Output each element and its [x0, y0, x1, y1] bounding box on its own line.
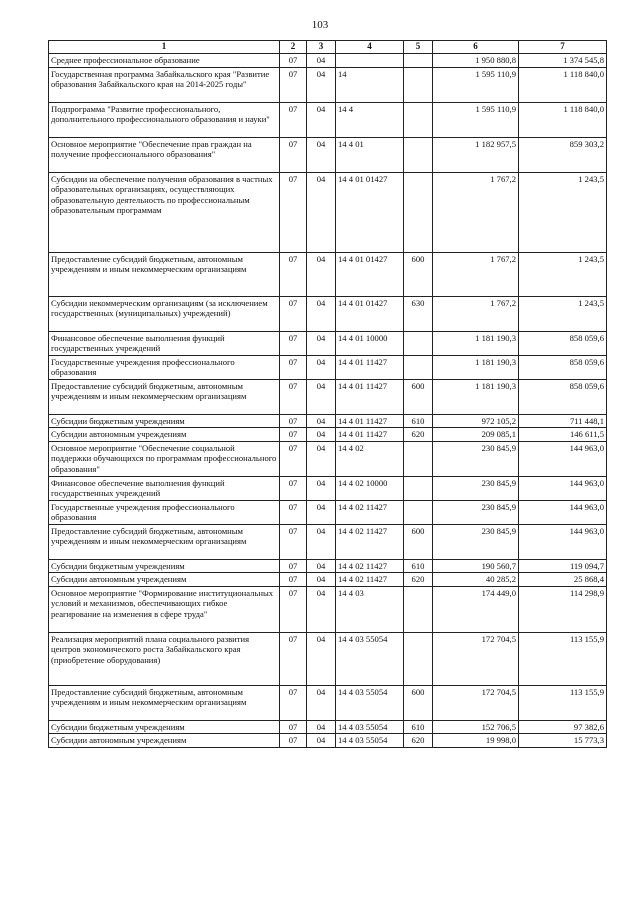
table-row	[49, 720, 607, 734]
expense-type-cell	[404, 54, 433, 68]
subsection-cell: 04	[307, 428, 336, 442]
expense-type-cell: 600	[404, 379, 433, 414]
table-row	[49, 102, 607, 137]
chapter-cell: 07	[280, 172, 307, 252]
chapter-cell: 07	[280, 414, 307, 428]
amount-2020-cell: 1 595 110,9	[433, 67, 519, 102]
expense-type-cell: 610	[404, 559, 433, 573]
row-name-cell: Предоставление субсидий бюджетным, автономным учреждениям и иным некоммерческим организациям	[49, 252, 280, 296]
target-article-cell: 14 4 01 01427	[336, 296, 404, 331]
chapter-cell: 07	[280, 720, 307, 734]
row-name-cell: Основное мероприятие "Обеспечение социальной поддержки обучающихся по программам профессионального образования"	[49, 441, 280, 476]
subsection-cell: 04	[307, 379, 336, 414]
chapter-cell: 07	[280, 379, 307, 414]
table-row	[49, 573, 607, 587]
row-name-cell: Субсидии автономным учреждениям	[49, 734, 280, 748]
amount-2020-cell: 209 085,1	[433, 428, 519, 442]
amount-2021-cell: 1 243,5	[519, 296, 607, 331]
subsection-cell: 04	[307, 172, 336, 252]
target-article-cell: 14 4	[336, 102, 404, 137]
expense-type-cell	[404, 500, 433, 524]
row-name-cell: Основное мероприятие "Формирование институциональных условий и механизмов, обеспечивающих гибкое реагирование на изменения в сфере труда"	[49, 586, 280, 632]
amount-2021-cell: 1 118 840,0	[519, 67, 607, 102]
target-article-cell: 14 4 03 55054	[336, 734, 404, 748]
amount-2021-cell: 144 963,0	[519, 476, 607, 500]
amount-2020-cell: 230 845,9	[433, 476, 519, 500]
amount-2021-cell: 144 963,0	[519, 441, 607, 476]
amount-2020-cell: 190 560,7	[433, 559, 519, 573]
amount-2021-cell: 1 118 840,0	[519, 102, 607, 137]
amount-2021-cell: 113 155,9	[519, 632, 607, 685]
amount-2020-cell: 172 704,5	[433, 685, 519, 720]
row-name-cell: Финансовое обеспечение выполнения функций государственных учреждений	[49, 476, 280, 500]
target-article-cell: 14 4 02	[336, 441, 404, 476]
expense-type-cell: 630	[404, 296, 433, 331]
target-article-cell: 14 4 02 11427	[336, 559, 404, 573]
chapter-cell: 07	[280, 573, 307, 587]
chapter-cell: 07	[280, 137, 307, 172]
target-article-cell: 14 4 03 55054	[336, 720, 404, 734]
target-article-cell: 14 4 01 11427	[336, 428, 404, 442]
subsection-cell: 04	[307, 355, 336, 379]
column-header: 1	[49, 41, 280, 54]
amount-2021-cell: 711 448,1	[519, 414, 607, 428]
row-name-cell: Субсидии на обеспечение получения образования в частных образовательных организациях, осуществляющих образовательную деятельность по профессиональным образовательным программам	[49, 172, 280, 252]
subsection-cell: 04	[307, 500, 336, 524]
target-article-cell: 14	[336, 67, 404, 102]
subsection-cell: 04	[307, 734, 336, 748]
table-row	[49, 252, 607, 296]
amount-2021-cell: 144 963,0	[519, 500, 607, 524]
table-row	[49, 559, 607, 573]
table-row	[49, 379, 607, 414]
table-row	[49, 476, 607, 500]
table-row	[49, 355, 607, 379]
row-name-cell: Предоставление субсидий бюджетным, автономным учреждениям и иным некоммерческим организациям	[49, 379, 280, 414]
amount-2021-cell: 144 963,0	[519, 524, 607, 559]
amount-2020-cell: 972 105,2	[433, 414, 519, 428]
amount-2021-cell: 858 059,6	[519, 331, 607, 355]
expense-type-cell	[404, 67, 433, 102]
column-header: 7	[519, 41, 607, 54]
amount-2020-cell: 1 767,2	[433, 252, 519, 296]
amount-2020-cell: 152 706,5	[433, 720, 519, 734]
row-name-cell: Государственные учреждения профессионального образования	[49, 500, 280, 524]
target-article-cell: 14 4 01 11427	[336, 355, 404, 379]
amount-2020-cell: 1 182 957,5	[433, 137, 519, 172]
chapter-cell: 07	[280, 102, 307, 137]
chapter-cell: 07	[280, 296, 307, 331]
expense-type-cell	[404, 632, 433, 685]
column-header: 2	[280, 41, 307, 54]
row-name-cell: Субсидии автономным учреждениям	[49, 428, 280, 442]
table-row	[49, 500, 607, 524]
target-article-cell: 14 4 01 11427	[336, 414, 404, 428]
subsection-cell: 04	[307, 720, 336, 734]
target-article-cell: 14 4 03	[336, 586, 404, 632]
subsection-cell: 04	[307, 685, 336, 720]
amount-2020-cell: 1 181 190,3	[433, 355, 519, 379]
subsection-cell: 04	[307, 296, 336, 331]
expense-type-cell	[404, 137, 433, 172]
row-name-cell: Реализация мероприятий плана социального развития центров экономического роста Забайкальского края (приобретение оборудования)	[49, 632, 280, 685]
column-header: 4	[336, 41, 404, 54]
table-row	[49, 137, 607, 172]
row-name-cell: Субсидии бюджетным учреждениям	[49, 720, 280, 734]
target-article-cell: 14 4 01 01427	[336, 252, 404, 296]
target-article-cell: 14 4 01 11427	[336, 379, 404, 414]
chapter-cell: 07	[280, 252, 307, 296]
target-article-cell: 14 4 01 10000	[336, 331, 404, 355]
amount-2020-cell: 1 767,2	[433, 172, 519, 252]
target-article-cell: 14 4 03 55054	[336, 685, 404, 720]
amount-2021-cell: 146 611,5	[519, 428, 607, 442]
amount-2021-cell: 1 374 545,8	[519, 54, 607, 68]
table-row	[49, 172, 607, 252]
expense-type-cell: 620	[404, 734, 433, 748]
amount-2020-cell: 1 181 190,3	[433, 379, 519, 414]
expense-type-cell: 600	[404, 252, 433, 296]
chapter-cell: 07	[280, 734, 307, 748]
subsection-cell: 04	[307, 441, 336, 476]
amount-2021-cell: 859 303,2	[519, 137, 607, 172]
chapter-cell: 07	[280, 685, 307, 720]
target-article-cell	[336, 54, 404, 68]
budget-table	[48, 40, 607, 748]
chapter-cell: 07	[280, 559, 307, 573]
table-row	[49, 414, 607, 428]
expense-type-cell	[404, 331, 433, 355]
subsection-cell: 04	[307, 559, 336, 573]
subsection-cell: 04	[307, 476, 336, 500]
amount-2021-cell: 119 094,7	[519, 559, 607, 573]
amount-2020-cell: 230 845,9	[433, 500, 519, 524]
chapter-cell: 07	[280, 67, 307, 102]
table-row	[49, 428, 607, 442]
chapter-cell: 07	[280, 441, 307, 476]
expense-type-cell: 620	[404, 428, 433, 442]
expense-type-cell: 600	[404, 524, 433, 559]
chapter-cell: 07	[280, 355, 307, 379]
table-row	[49, 296, 607, 331]
row-name-cell: Предоставление субсидий бюджетным, автономным учреждениям и иным некоммерческим организациям	[49, 685, 280, 720]
subsection-cell: 04	[307, 137, 336, 172]
table-row	[49, 441, 607, 476]
subsection-cell: 04	[307, 54, 336, 68]
expense-type-cell: 620	[404, 573, 433, 587]
row-name-cell: Подпрограмма "Развитие профессионального, дополнительного профессионального образования и науки"	[49, 102, 280, 137]
amount-2021-cell: 114 298,9	[519, 586, 607, 632]
amount-2020-cell: 1 950 880,8	[433, 54, 519, 68]
table-body	[49, 54, 607, 748]
column-header: 6	[433, 41, 519, 54]
subsection-cell: 04	[307, 586, 336, 632]
amount-2021-cell: 1 243,5	[519, 252, 607, 296]
row-name-cell: Государственная программа Забайкальского края "Развитие образования Забайкальского края на 2014-2025 годы"	[49, 67, 280, 102]
target-article-cell: 14 4 02 11427	[336, 573, 404, 587]
table-row	[49, 586, 607, 632]
target-article-cell: 14 4 01 01427	[336, 172, 404, 252]
amount-2020-cell: 230 845,9	[433, 524, 519, 559]
table-row	[49, 54, 607, 68]
subsection-cell: 04	[307, 414, 336, 428]
subsection-cell: 04	[307, 331, 336, 355]
amount-2020-cell: 1 595 110,9	[433, 102, 519, 137]
amount-2021-cell: 858 059,6	[519, 379, 607, 414]
subsection-cell: 04	[307, 632, 336, 685]
amount-2020-cell: 172 704,5	[433, 632, 519, 685]
target-article-cell: 14 4 01	[336, 137, 404, 172]
row-name-cell: Субсидии бюджетным учреждениям	[49, 559, 280, 573]
expense-type-cell	[404, 586, 433, 632]
chapter-cell: 07	[280, 586, 307, 632]
row-name-cell: Субсидии некоммерческим организациям (за исключением государственных (муниципальных) учреждений)	[49, 296, 280, 331]
expense-type-cell	[404, 102, 433, 137]
subsection-cell: 04	[307, 573, 336, 587]
chapter-cell: 07	[280, 331, 307, 355]
chapter-cell: 07	[280, 632, 307, 685]
expense-type-cell	[404, 476, 433, 500]
expense-type-cell	[404, 355, 433, 379]
amount-2021-cell: 97 382,6	[519, 720, 607, 734]
column-header: 3	[307, 41, 336, 54]
chapter-cell: 07	[280, 524, 307, 559]
amount-2020-cell: 19 998,0	[433, 734, 519, 748]
row-name-cell: Субсидии бюджетным учреждениям	[49, 414, 280, 428]
column-header: 5	[404, 41, 433, 54]
subsection-cell: 04	[307, 252, 336, 296]
row-name-cell: Среднее профессиональное образование	[49, 54, 280, 68]
table-row	[49, 331, 607, 355]
target-article-cell: 14 4 03 55054	[336, 632, 404, 685]
target-article-cell: 14 4 02 11427	[336, 500, 404, 524]
amount-2021-cell: 25 868,4	[519, 573, 607, 587]
expense-type-cell	[404, 172, 433, 252]
chapter-cell: 07	[280, 500, 307, 524]
subsection-cell: 04	[307, 524, 336, 559]
chapter-cell: 07	[280, 54, 307, 68]
expense-type-cell: 610	[404, 414, 433, 428]
row-name-cell: Основное мероприятие "Обеспечение прав граждан на получение профессионального образования"	[49, 137, 280, 172]
amount-2020-cell: 1 181 190,3	[433, 331, 519, 355]
amount-2021-cell: 1 243,5	[519, 172, 607, 252]
target-article-cell: 14 4 02 11427	[336, 524, 404, 559]
row-name-cell: Субсидии автономным учреждениям	[49, 573, 280, 587]
row-name-cell: Государственные учреждения профессионального образования	[49, 355, 280, 379]
amount-2020-cell: 1 767,2	[433, 296, 519, 331]
row-name-cell: Предоставление субсидий бюджетным, автономным учреждениям и иным некоммерческим организациям	[49, 524, 280, 559]
table-row	[49, 67, 607, 102]
page-number: 103	[311, 19, 329, 31]
chapter-cell: 07	[280, 476, 307, 500]
amount-2020-cell: 174 449,0	[433, 586, 519, 632]
chapter-cell: 07	[280, 428, 307, 442]
amount-2020-cell: 230 845,9	[433, 441, 519, 476]
subsection-cell: 04	[307, 67, 336, 102]
expense-type-cell: 610	[404, 720, 433, 734]
row-name-cell: Финансовое обеспечение выполнения функций государственных учреждений	[49, 331, 280, 355]
amount-2021-cell: 113 155,9	[519, 685, 607, 720]
subsection-cell: 04	[307, 102, 336, 137]
table-row	[49, 524, 607, 559]
target-article-cell: 14 4 02 10000	[336, 476, 404, 500]
amount-2020-cell: 40 285,2	[433, 573, 519, 587]
table-row	[49, 734, 607, 748]
table-header-row	[49, 41, 607, 54]
amount-2021-cell: 15 773,3	[519, 734, 607, 748]
table-row	[49, 632, 607, 685]
table-row	[49, 685, 607, 720]
expense-type-cell	[404, 441, 433, 476]
amount-2021-cell: 858 059,6	[519, 355, 607, 379]
expense-type-cell: 600	[404, 685, 433, 720]
